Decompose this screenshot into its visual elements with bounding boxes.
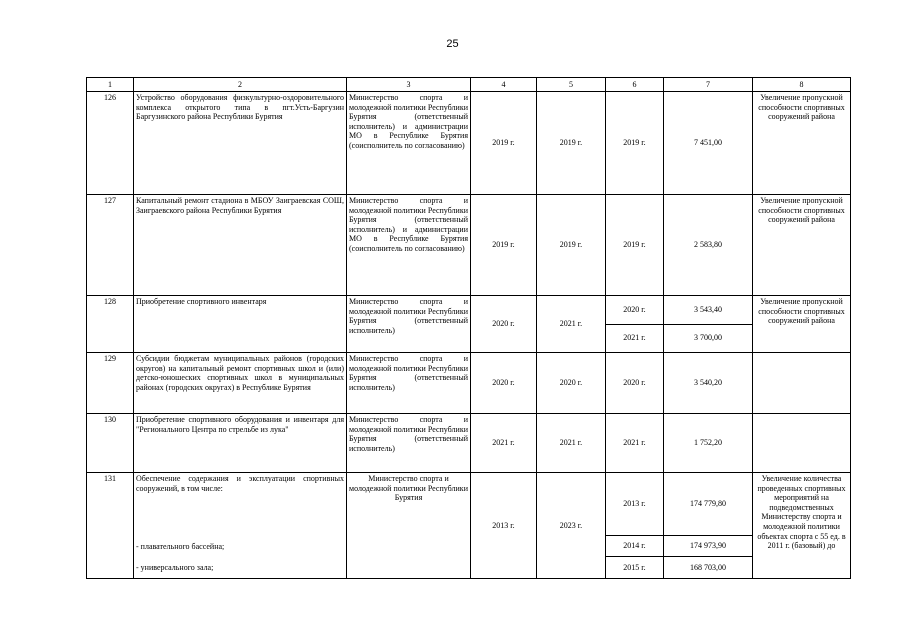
funding-year: 2021 г. — [606, 414, 664, 473]
funding-amounts — [664, 473, 753, 579]
funding-amount: 2 583,80 — [664, 195, 753, 296]
start-year: 2020 г. — [471, 296, 537, 353]
end-year: 2021 г. — [537, 296, 606, 353]
executor: Министерство спорта и молодежной политики Республики Бурятия (ответственный исполнитель) и администрации МО в Республике Бурятия (соисполнитель по согласованию) — [347, 195, 471, 296]
start-year: 2013 г. — [471, 473, 537, 579]
activity-description: Субсидии бюджетам муниципальных районов (городских округов) на капитальный ремонт спортивных школ и (или) детско-юношеских спортивных школ в муниципальных районах (городских округах) в Республике Бурятия — [134, 353, 347, 414]
funding-year: 2020 г. — [606, 353, 664, 414]
activity-description: Приобретение спортивного инвентаря — [134, 296, 347, 353]
end-year: 2020 г. — [537, 353, 606, 414]
funding-amount: 174 779,80 — [690, 499, 726, 509]
funding-amount: 1 752,20 — [664, 414, 753, 473]
start-year: 2019 г. — [471, 92, 537, 195]
table-header-row — [87, 78, 851, 92]
expected-result: Увеличение пропускной способности спортивных сооружений района — [753, 296, 851, 353]
start-year: 2021 г. — [471, 414, 537, 473]
executor: Министерство спорта и молодежной политики Республики Бурятия (ответственный исполнитель) — [347, 296, 471, 353]
header-cell-4: 4 — [471, 78, 537, 92]
activity-description: Капитальный ремонт стадиона в МБОУ Заиграевская СОШ, Заиграевского района Республики Бурятия — [134, 195, 347, 296]
table-row — [87, 92, 851, 195]
expected-result: Увеличение пропускной способности спортивных сооружений района — [753, 195, 851, 296]
funding-amount: 3 543,40 — [694, 304, 722, 314]
activity-description-main: Обеспечение содержания и эксплуатации спортивных сооружений, в том числе: — [136, 474, 344, 493]
executor: Министерство спорта и молодежной политики Республики Бурятия (ответственный исполнитель) — [347, 353, 471, 414]
funding-amount: 3 540,20 — [664, 353, 753, 414]
end-year: 2019 г. — [537, 195, 606, 296]
header-cell-2: 2 — [134, 78, 347, 92]
header-cell-3: 3 — [347, 78, 471, 92]
table-row — [87, 414, 851, 473]
start-year: 2020 г. — [471, 353, 537, 414]
row-number: 126 — [87, 92, 134, 195]
funding-year: 2020 г. — [623, 304, 646, 314]
funding-amount: 174 973,90 — [664, 535, 752, 557]
page-number: 25 — [446, 38, 459, 50]
executor: Министерство спорта и молодежной политики Республики Бурятия (ответственный исполнитель) — [347, 414, 471, 473]
funding-year: 2021 г. — [606, 324, 663, 353]
table-row — [87, 353, 851, 414]
header-cell-7: 7 — [664, 78, 753, 92]
funding-years — [606, 473, 664, 579]
funding-year: 2019 г. — [606, 92, 664, 195]
funding-amount: 3 700,00 — [664, 324, 752, 353]
header-cell-1: 1 — [87, 78, 134, 92]
funding-amounts — [664, 296, 753, 353]
end-year: 2019 г. — [537, 92, 606, 195]
end-year: 2021 г. — [537, 414, 606, 473]
header-cell-5: 5 — [537, 78, 606, 92]
table-row — [87, 195, 851, 296]
funding-amount: 168 703,00 — [664, 556, 752, 578]
funding-amount: 7 451,00 — [664, 92, 753, 195]
activity-description — [134, 473, 347, 579]
table-row — [87, 296, 851, 353]
row-number: 129 — [87, 353, 134, 414]
expected-result: Увеличение количества проведенных спортивных мероприятий на подведомственных Министерству спорта и молодежной политики объектах спорта с 55 ед. в 2011 г. (базовый) до — [753, 473, 851, 579]
activity-description: Приобретение спортивного оборудования и инвентаря для "Регионального Центра по стрельбе из лука" — [134, 414, 347, 473]
funding-year: 2014 г. — [606, 535, 663, 557]
funding-year: 2019 г. — [606, 195, 664, 296]
end-year: 2023 г. — [537, 473, 606, 579]
header-cell-6: 6 — [606, 78, 664, 92]
activity-subitem: - плавательного бассейна; — [136, 541, 225, 551]
row-number: 130 — [87, 414, 134, 473]
row-number: 127 — [87, 195, 134, 296]
header-cell-8: 8 — [753, 78, 851, 92]
expected-result — [753, 414, 851, 473]
row-number: 131 — [87, 473, 134, 579]
expected-result: Увеличение пропускной способности спортивных сооружений района — [753, 92, 851, 195]
funding-year: 2015 г. — [606, 556, 663, 578]
program-table — [86, 77, 851, 579]
row-number: 128 — [87, 296, 134, 353]
funding-years — [606, 296, 664, 353]
executor: Министерство спорта и молодежной политики Республики Бурятия — [347, 473, 471, 579]
table-row — [87, 473, 851, 579]
start-year: 2019 г. — [471, 195, 537, 296]
activity-description: Устройство оборудования физкультурно-оздоровительного комплекса открытого типа в пгт.Усть-Баргузин Баргузинского района Республики Бурятия — [134, 92, 347, 195]
activity-subitem: - универсального зала; — [136, 563, 214, 573]
executor: Министерство спорта и молодежной политики Республики Бурятия (ответственный исполнитель) и администрации МО в Республике Бурятия (соисполнитель по согласованию) — [347, 92, 471, 195]
expected-result — [753, 353, 851, 414]
funding-year: 2013 г. — [623, 499, 646, 509]
